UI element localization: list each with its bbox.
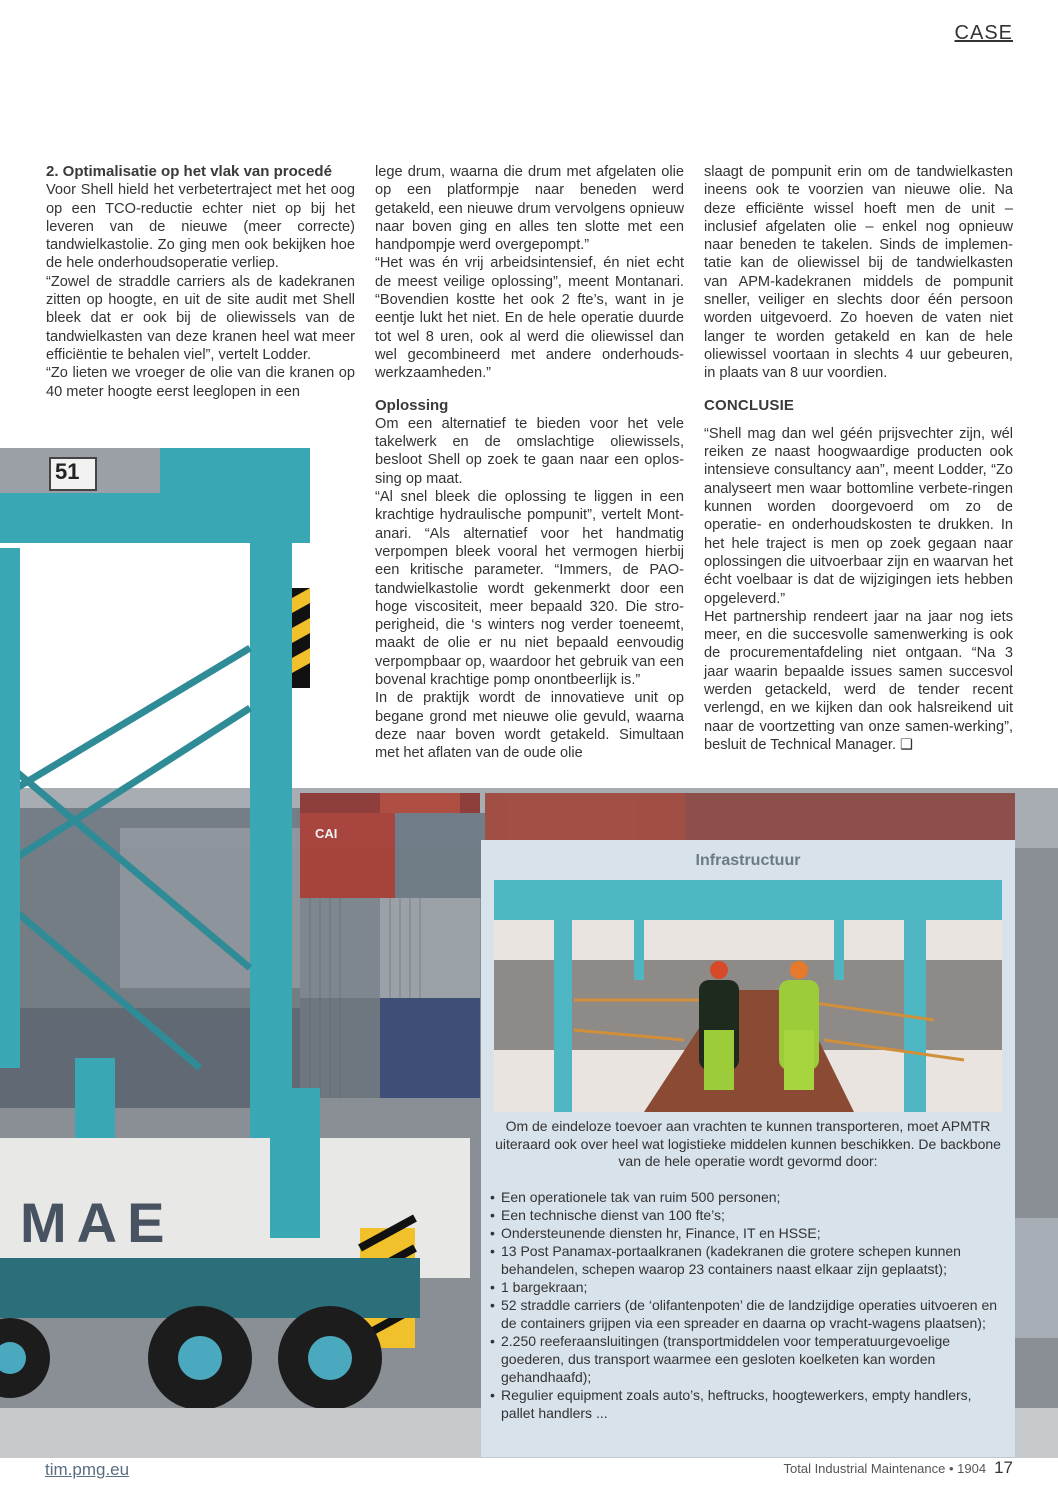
paragraph: “Zo lieten we vroeger de olie van die kranen op 40 meter hoogte eerst leeglopen in een <box>46 365 355 400</box>
column-3 <box>704 163 1013 754</box>
paragraph: Om een alternatief te bieden voor het vele takelwerk en de omslachtige oliewissels, besloot Shell op zoek te gaan naar een oplos-sing op maat. <box>375 415 684 487</box>
oplossing-heading: Oplossing <box>375 396 449 414</box>
website-link[interactable]: tim.pmg.eu <box>45 1460 130 1479</box>
bullet-icon: • <box>490 1207 495 1223</box>
list-item: • 13 Post Panamax-portaalkranen (kadekranen die grotere schepen kunnen behandelen, schepen waarop 23 containers naast elkaar zijn geplaatst); <box>490 1243 961 1277</box>
list-item: • 52 straddle carriers (de ‘olifantenpoten’ die de landzijdige operaties uitvoeren en de containers grijpen via een spreader en daarna op vracht-wagens plaatsen); <box>490 1297 998 1331</box>
paragraph: Het partnership rendeert jaar na jaar nog iets meer, en die succesvolle samenwerking is ook de procurementafdeling niet ontgaan. “Na 3 jaar waarin bepaalde issues samen succesvol werden getackeld, werd de tender recent verlengd, en we kijken dan ook halsreikend uit naar de voortzetting van onze samen-werking”, besluit de Technical Manager. ❑ <box>704 608 1013 753</box>
crane-number-label: 51 <box>55 459 80 484</box>
walkway-photo <box>494 880 1002 1112</box>
paragraph: “Al snel bleek die oplossing te liggen in een krachtige hydraulische pompunit”, vertelt Mont-anari. “Als alternatief voor het handmatig verpompen bleek vooral het vermogen hierbij een kritische parameter. “Immers, de PAO-tandwielkastolie wordt gekenmerkt door een hoge viscositeit, meer bepaald 320. Die stro-perigheid, die ‘s winters nog verder toeneemt, maakt de olie er nu niet bepaald eenvoudig verpompbaar op, waardoor het gebruik van een bovenal krachtige pomp onontbeerlijk is.” <box>375 489 684 689</box>
bullet-icon: • <box>490 1279 495 1295</box>
paragraph: “Zowel de straddle carriers als de kadekranen zitten op hoogte, en uit de site audit met Shell bleek dat er ook bij de oliewissels van de tandwielkasten van deze kranen heel wat meer efficiëntie te behalen viel”, vertelt Lodder. <box>46 273 355 363</box>
paragraph: slaagt de pompunit erin om de tandwielkasten ineens ook te voorzien van nieuwe olie. Na deze efficiënte wissel hoeft men de unit – inclusief afgelaten olie – enkel nog opnieuw naar beneden te takelen. Sinds de implemen-tatie kan de oliewissel bij de tandwielkasten van APM-kadekranen middels de pompunit sneller, veiliger en slechts door één persoon worden uitgevoerd. Zo hoeven de vaten niet langer te worden getakeld en kan de hele oliewissel voortaan in slechts 4 uur gebeuren, in plaats van 8 uur voordien. <box>704 164 1013 382</box>
column-2 <box>375 163 684 763</box>
conclusie-heading: CONCLUSIE <box>704 396 795 414</box>
paragraph: In de praktijk wordt de innovatieve unit op begane grond met nieuwe olie gevuld, waarna deze naar boven wordt getakeld. Simultaan met het aflaten van de oude olie <box>375 690 684 762</box>
paragraph: “Het was én vrij arbeidsintensief, én niet echt de meest veilige oplossing”, meent Montanari. “Bovendien kostte het ook 2 fte’s, want in je eentje lukt het niet. En de hele operatie duurde tot wel 8 uren, ook al werd die oliewissel dan wel gecombineerd met andere onderhouds-werkzaamheden.” <box>375 255 684 382</box>
infrastructure-list <box>489 1188 1007 1422</box>
section-label: CASE <box>954 22 1013 44</box>
bullet-icon: • <box>490 1189 495 1205</box>
list-item: • 2.250 reeferaansluitingen (transportmiddelen voor temperatuurgevoelige goederen, dus transport waarmee een gesloten koelketen kan worden gehandhaafd); <box>490 1333 951 1385</box>
column-1 <box>46 163 355 401</box>
list-item: • Ondersteunende diensten hr, Finance, IT en HSSE; <box>490 1225 821 1241</box>
bullet-icon: • <box>490 1243 495 1259</box>
infrastructuur-box <box>481 840 1015 1457</box>
paragraph: “Shell mag dan wel géén prijsvechter zijn, wél reiken ze naast hoogwaardige producten ook intensieve consultancy aan”, meent Lodder, “Zo analyseert men waar bottomline verbete-ringen kunnen worden doorgevoerd om zo de operatie- en onderhoudskosten te drukken. In het hele traject is men op zoek gegaan naar oplossingen die uitvoerbaar zijn en waarvan het écht voelbaar is dat de wijzigingen iets hebben opgeleverd.” <box>704 425 1013 607</box>
page-number: 17 <box>994 1458 1013 1477</box>
section-heading-2: 2. Optimalisatie op het vlak van procedé <box>46 163 332 180</box>
bullet-icon: • <box>490 1333 495 1349</box>
truck-lettering: MAE <box>20 1191 175 1254</box>
paragraph: lege drum, waarna die drum met afgelaten olie op een platformpje naar beneden werd getakeld, een nieuwe drum vervolgens opnieuw naar boven ging en alles ten slotte met een handpompje werd overgepompt.” <box>375 164 684 254</box>
footer-info <box>784 1458 1014 1478</box>
container-label: CAI <box>315 826 338 841</box>
bullet-icon: • <box>490 1387 495 1403</box>
list-item: • Regulier equipment zoals auto’s, heftrucks, hoogtewerkers, empty handlers, pallet handlers ... <box>490 1387 972 1421</box>
bullet-icon: • <box>490 1297 495 1313</box>
list-item: • 1 bargekraan; <box>490 1279 588 1295</box>
magazine-name: Total Industrial Maintenance • 1904 <box>783 1461 987 1476</box>
list-item: • Een operationele tak van ruim 500 personen; <box>490 1189 781 1205</box>
infobox-title: Infrastructuur <box>695 852 801 869</box>
list-item: • Een technische dienst van 100 fte’s; <box>490 1207 725 1223</box>
bullet-icon: • <box>490 1225 495 1241</box>
paragraph: Voor Shell hield het verbetertraject met het oog op een TCO-reductie echter niet op bij het leveren van de nieuwe (meer correcte) tandwielkastolie. Zo ging men ook bekijken hoe de hele onderhoudsoperatie verliep. <box>46 182 355 272</box>
infobox-caption: Om de eindeloze toevoer aan vrachten te kunnen transporteren, moet APMTR uiteraard ook over heel wat logistieke middelen kunnen beschikken. De backbone van de hele operatie wordt gevormd door: <box>495 1118 1001 1169</box>
